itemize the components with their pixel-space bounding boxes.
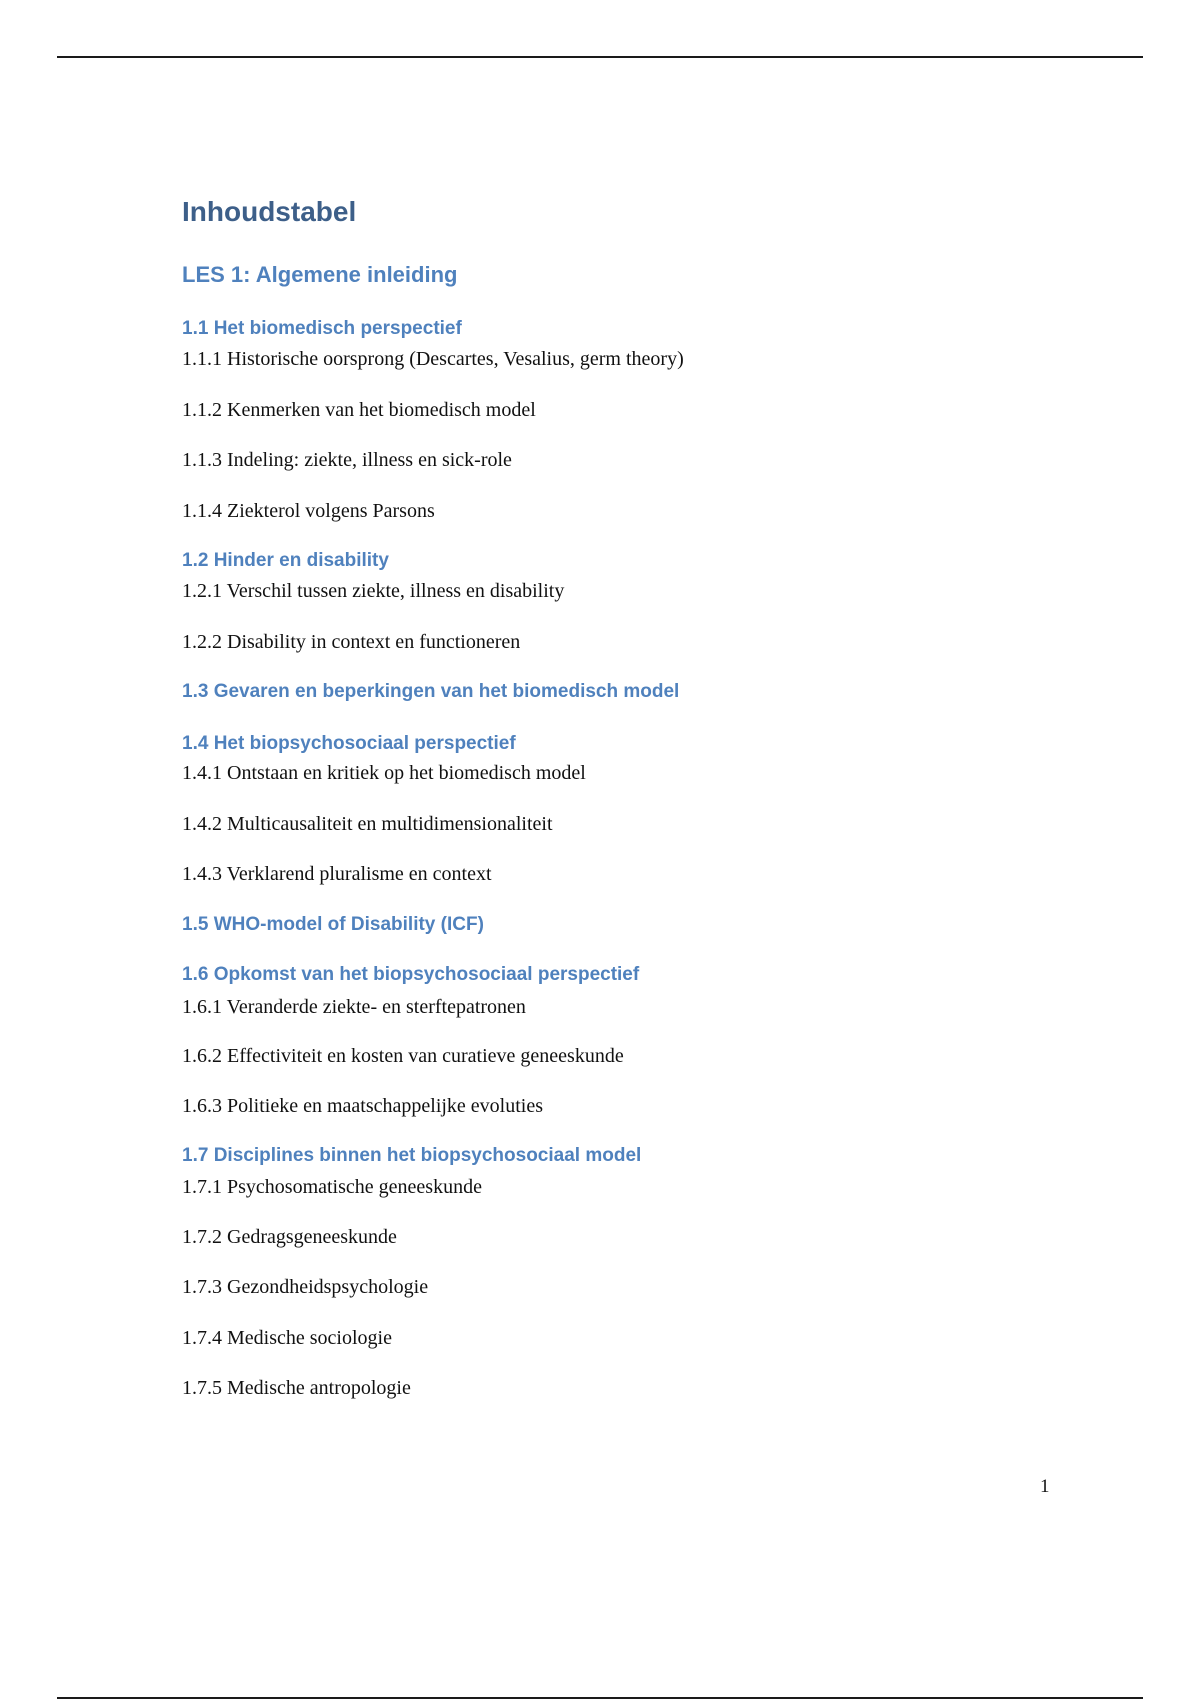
toc-section-heading: 1.7 Disciplines binnen het biopsychosociaal model: [182, 1145, 642, 1166]
toc-subsection-item: 1.1.2 Kenmerken van het biomedisch model: [182, 399, 536, 421]
toc-subsection-item: 1.4.3 Verklarend pluralisme en context: [182, 863, 492, 885]
toc-subsection-item: 1.2.2 Disability in context en functioneren: [182, 631, 521, 653]
toc-section-heading: 1.1 Het biomedisch perspectief: [182, 318, 462, 339]
toc-subsection-item: 1.6.1 Veranderde ziekte- en sterftepatronen: [182, 996, 526, 1018]
toc-section-heading: 1.3 Gevaren en beperkingen van het biomedisch model: [182, 681, 680, 702]
toc-title: Inhoudstabel: [182, 196, 357, 227]
toc-subsection-item: 1.4.2 Multicausaliteit en multidimensionaliteit: [182, 813, 553, 835]
toc-subsection-item: 1.1.3 Indeling: ziekte, illness en sick-role: [182, 449, 512, 471]
toc-section-heading: 1.5 WHO-model of Disability (ICF): [182, 914, 484, 935]
toc-subsection-item: 1.7.5 Medische antropologie: [182, 1377, 411, 1399]
toc-subsection-item: 1.2.1 Verschil tussen ziekte, illness en disability: [182, 580, 565, 602]
toc-subsection-item: 1.1.1 Historische oorsprong (Descartes, Vesalius, germ theory): [182, 348, 684, 370]
toc-subsection-item: 1.6.3 Politieke en maatschappelijke evoluties: [182, 1095, 544, 1117]
toc-section-heading: 1.2 Hinder en disability: [182, 550, 389, 571]
page-number: 1: [1040, 1476, 1050, 1497]
toc-subsection-item: 1.4.1 Ontstaan en kritiek op het biomedisch model: [182, 762, 586, 784]
bottom-rule: [57, 1697, 1143, 1699]
toc-subsection-item: 1.7.2 Gedragsgeneeskunde: [182, 1226, 397, 1248]
top-rule: [57, 56, 1143, 58]
toc-subsection-item: 1.7.3 Gezondheidspsychologie: [182, 1276, 429, 1298]
toc-subsection-item: 1.6.2 Effectiviteit en kosten van curatieve geneeskunde: [182, 1045, 624, 1067]
toc-subsection-item: 1.1.4 Ziekterol volgens Parsons: [182, 500, 435, 522]
toc-section-heading: 1.6 Opkomst van het biopsychosociaal perspectief: [182, 964, 640, 985]
toc-subsection-item: 1.7.4 Medische sociologie: [182, 1327, 392, 1349]
toc-subsection-item: 1.7.1 Psychosomatische geneeskunde: [182, 1176, 482, 1198]
toc-section-heading: 1.4 Het biopsychosociaal perspectief: [182, 733, 516, 754]
toc-chapter-heading: LES 1: Algemene inleiding: [182, 262, 458, 287]
